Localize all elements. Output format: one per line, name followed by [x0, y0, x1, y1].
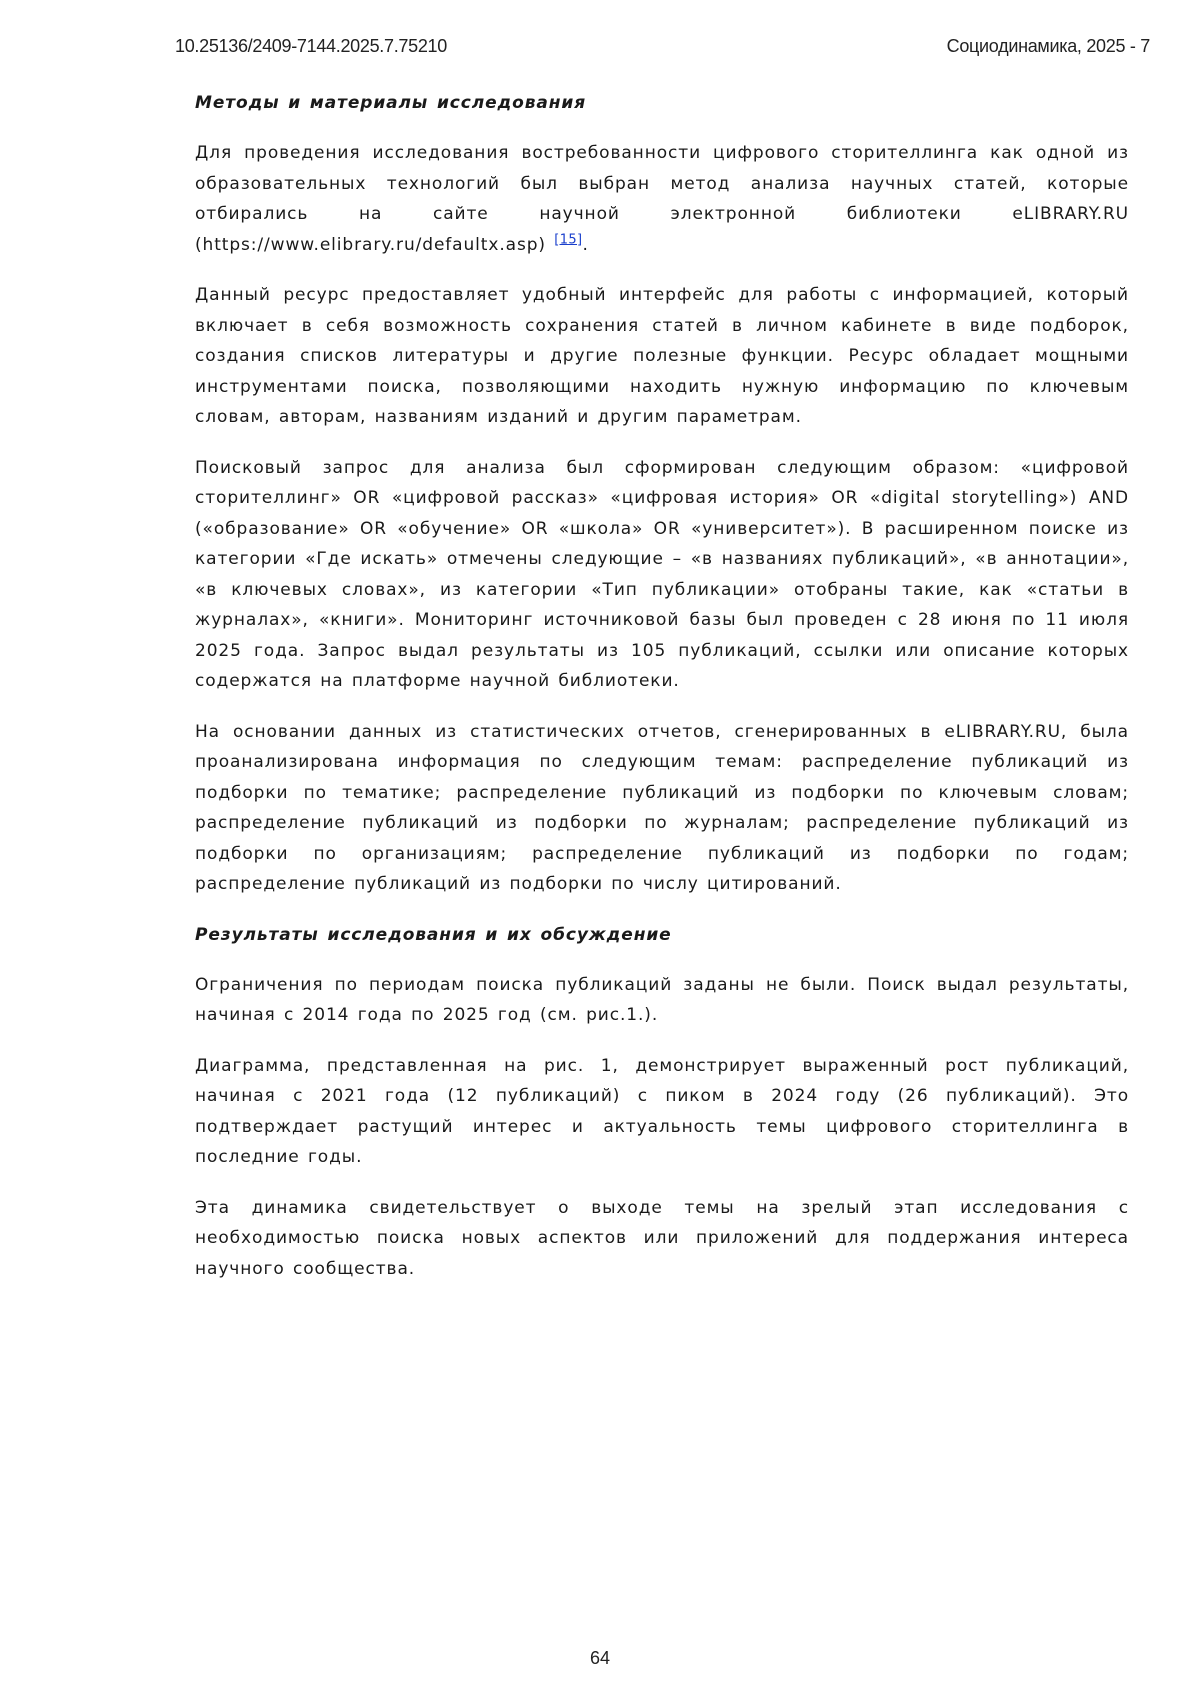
- page-number: 64: [589, 1648, 611, 1668]
- methods-paragraph-1-end: .: [582, 234, 589, 255]
- reference-link-15[interactable]: [15]: [554, 231, 583, 247]
- results-paragraph-3: Эта динамика свидетельствует о выходе темы на зрелый этап исследования с необходимостью поиска новых аспектов или приложений для поддержания интереса научного сообщества.: [195, 1197, 1129, 1279]
- journal-label: Социодинамика, 2025 - 7: [946, 36, 1150, 56]
- results-paragraph-1: Ограничения по периодам поиска публикаций заданы не были. Поиск выдал результаты, начиная с 2014 года по 2025 год (см. рис.1.).: [195, 974, 1129, 1025]
- methods-heading: Методы и материалы исследования: [195, 93, 587, 113]
- methods-paragraph-3: Поисковый запрос для анализа был сформирован следующим образом: «цифровой сторителлинг» OR «цифровой рассказ» «цифровая история» OR «digital storytelling») AND («образование» OR «обучение» OR «школа» OR «университет»). В расширенном поиске из категории «Где искать» отмечены следующие – «в названиях публикаций», «в аннотации», «в ключевых словах», из категории «Тип публикации» отобраны такие, как «статьи в журналах», «книги». Мониторинг источниковой базы был проведен с 28 июня по 11 июля 2025 года. Запрос выдал результаты из 105 публикаций, ссылки или описание которых содержатся на платформе научной библиотеки.: [195, 457, 1129, 691]
- methods-paragraph-1: [195, 138, 1129, 260]
- methods-paragraph-4: На основании данных из статистических отчетов, сгенерированных в eLIBRARY.RU, была проанализирована информация по следующим темам: распределение публикаций из подборки по тематике; распределение публикаций из подборки по ключевым словам; распределение публикаций из подборки по журналам; распределение публикаций из подборки по организациям; распределение публикаций из подборки по годам; распределение публикаций из подборки по числу цитирований.: [195, 721, 1129, 894]
- results-heading: Результаты исследования и их обсуждение: [195, 924, 672, 945]
- doi-label: 10.25136/2409-7144.2025.7.75210: [175, 36, 447, 56]
- article-body: [195, 88, 1129, 1304]
- results-paragraph-2: Диаграмма, представленная на рис. 1, демонстрирует выраженный рост публикаций, начиная с 2021 года (12 публикаций) с пиком в 2024 году (26 публикаций). Это подтверждает растущий интерес и актуальность темы цифрового сторителлинга в последние годы.: [195, 1055, 1129, 1167]
- methods-paragraph-1-text: Для проведения исследования востребованности цифрового сторителлинга как одной из образовательных технологий был выбран метод анализа научных статей, которые отбирались на сайте научной электронной библиотеки eLIBRARY.RU (https://www.elibrary.ru/defaultx.asp): [195, 143, 1129, 255]
- methods-paragraph-2: Данный ресурс предоставляет удобный интерфейс для работы с информацией, который включает в себя возможность сохранения статей в личном кабинете в виде подборок, создания списков литературы и другие полезные функции. Ресурс обладает мощными инструментами поиска, позволяющими находить нужную информацию по ключевым словам, авторам, названиям изданий и другим параметрам.: [195, 285, 1129, 427]
